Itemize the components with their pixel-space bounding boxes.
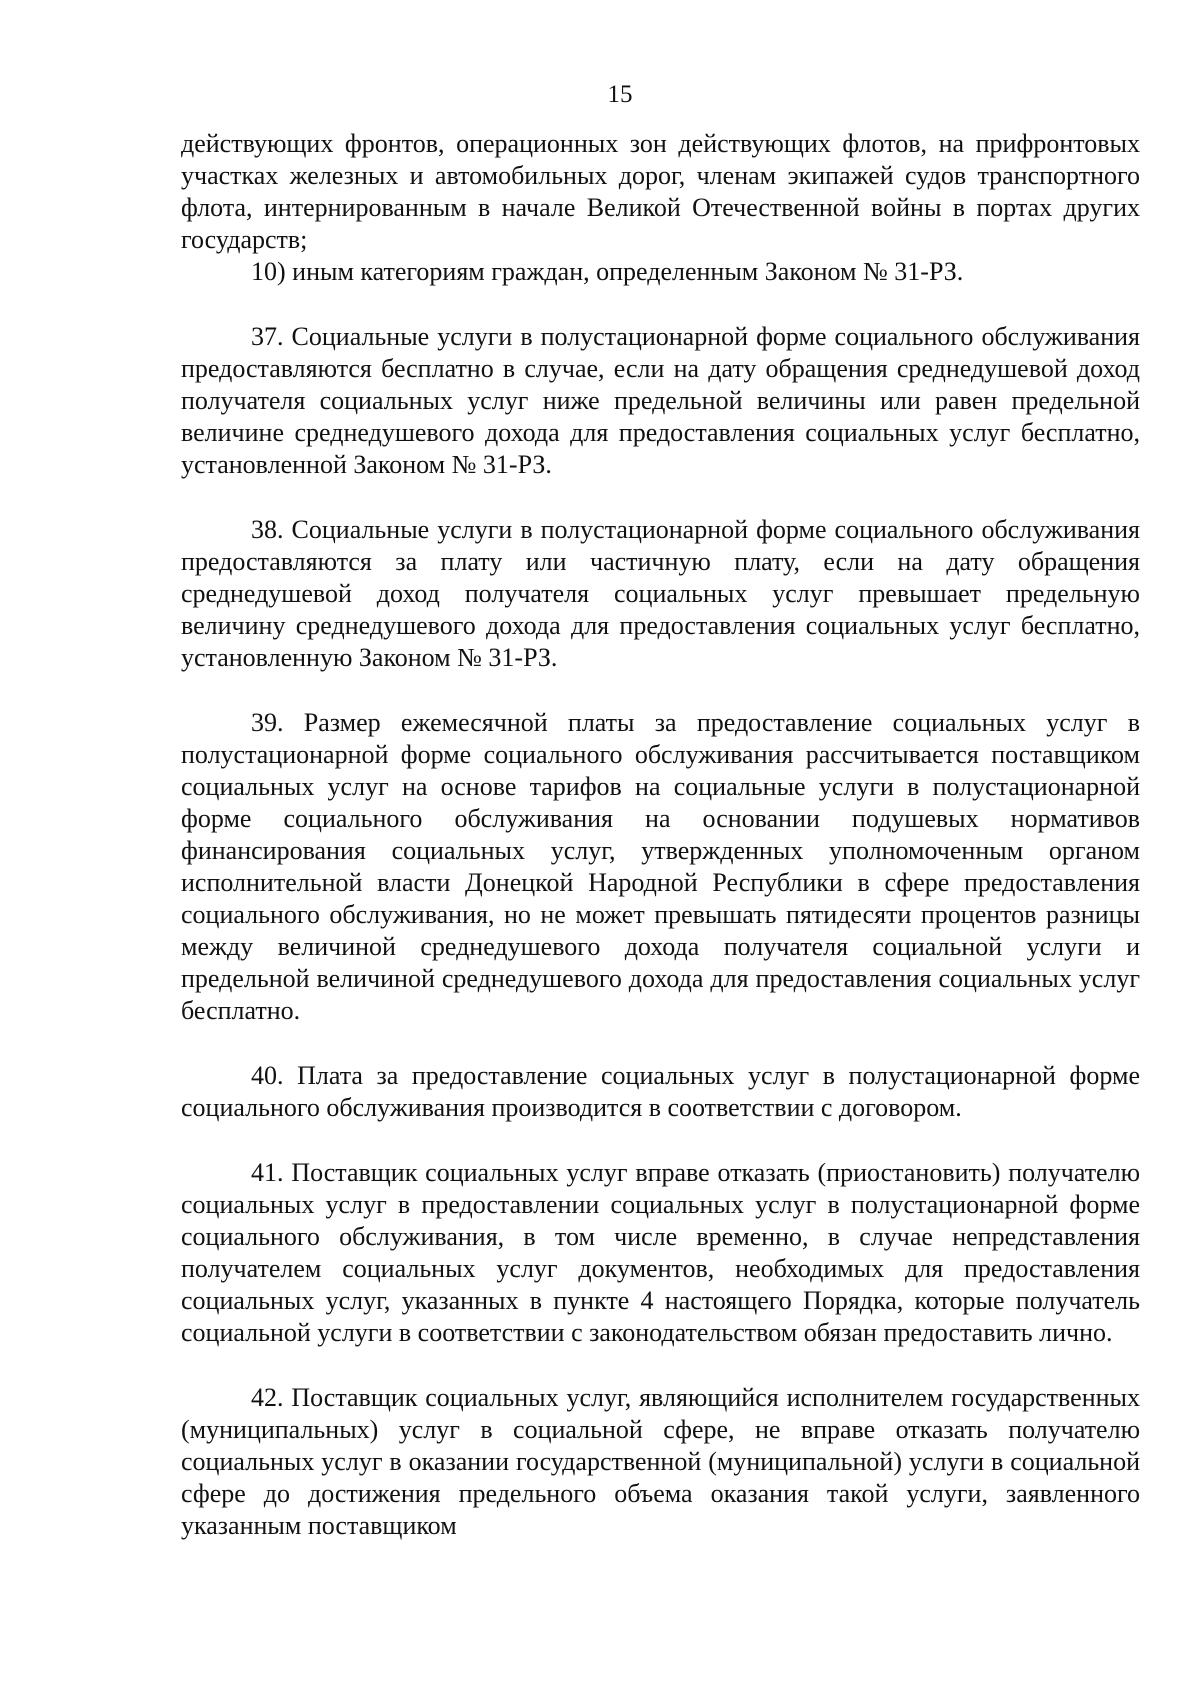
paragraph-continuation: действующих фронтов, операционных зон действующих флотов, на прифронтовых участках железных и автомобильных дорог, членам экипажей судов транспортного флота, интернированным в начале Великой Отечественной войны в портах других государств; — [181, 129, 1140, 254]
document-body — [181, 128, 1140, 1542]
paragraph-39: 39. Размер ежемесячной платы за предоставление социальных услуг в полустационарной форме социального обслуживания рассчитывается поставщиком социальных услуг на основе тарифов на социальные услуги в полустационарной форме социального обслуживания на основании подушевых нормативов финансирования социальных услуг, утвержденных уполномоченным органом исполнительной власти Донецкой Народной Республики в сфере предоставления социального обслуживания, но не может превышать пятидесяти процентов разницы между величиной среднедушевого дохода получателя социальной услуги и предельной величиной среднедушевого дохода для предоставления социальных услуг бесплатно. — [181, 708, 1140, 1025]
paragraph-37: 37. Социальные услуги в полустационарной форме социального обслуживания предоставляются бесплатно в случае, если на дату обращения среднедушевой доход получателя социальных услуг ниже предельной величины или равен предельной величине среднедушевого дохода для предоставления социальных услуг бесплатно, установленной Законом № 31-РЗ. — [181, 322, 1140, 479]
paragraph-38: 38. Социальные услуги в полустационарной форме социального обслуживания предоставляются за плату или частичную плату, если на дату обращения среднедушевой доход получателя социальных услуг превышает предельную величину среднедушевого дохода для предоставления социальных услуг бесплатно, установленную Законом № 31-РЗ. — [181, 515, 1140, 672]
paragraph-40: 40. Плата за предоставление социальных услуг в полустационарной форме социального обслуживания производится в соответствии с договором. — [181, 1061, 1140, 1122]
page-number: 15 — [607, 81, 633, 108]
paragraph-41: 41. Поставщик социальных услуг вправе отказать (приостановить) получателю социальных услуг в предоставлении социальных услуг в полустационарной форме социального обслуживания, в том числе временно, в случае непредставления получателем социальных услуг документов, необходимых для предоставления социальных услуг, указанных в пункте 4 настоящего Порядка, которые получатель социальной услуги в соответствии с законодательством обязан предоставить лично. — [181, 1158, 1140, 1347]
paragraph-item-10: 10) иным категориям граждан, определенным Законом № 31-РЗ. — [251, 257, 964, 286]
paragraph-42: 42. Поставщик социальных услуг, являющийся исполнителем государственных (муниципальных) услуг в социальной сфере, не вправе отказать получателю социальных услуг в оказании государственной (муниципальной) услуги в социальной сфере до достижения предельного объема оказания такой услуги, заявленного указанным поставщиком — [181, 1383, 1140, 1540]
